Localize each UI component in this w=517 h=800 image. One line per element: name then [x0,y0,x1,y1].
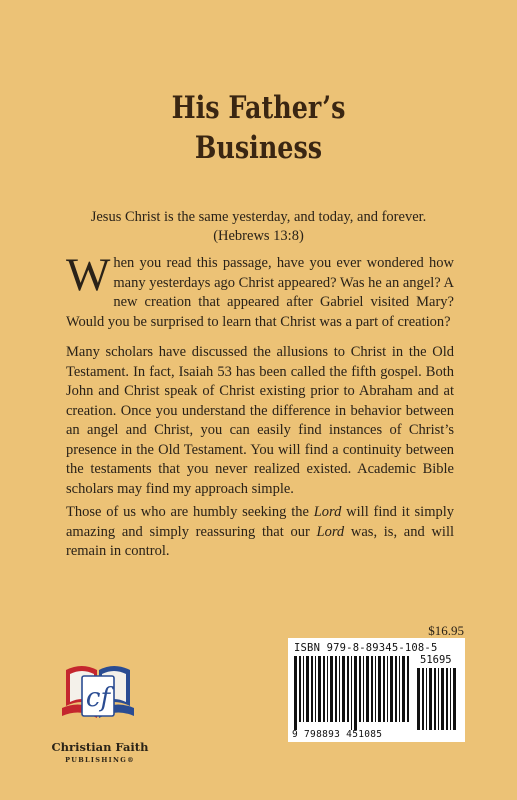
blurb-paragraph-3 [66,503,454,562]
barcode-panel [288,638,465,742]
barcode-bar [330,656,333,722]
barcode-bar [303,656,304,722]
publisher-name: Christian Faith [51,740,149,754]
lord-emphasis-2: Lord [316,523,345,540]
barcode-bar [347,656,349,722]
barcode-bar [402,656,405,722]
barcode-bar [446,668,448,730]
logo-letters: cf [85,683,111,713]
lord-emphasis-1: Lord [313,504,342,520]
barcode-bar [299,656,301,722]
barcode-bar [359,656,361,722]
paragraph-3-part-b: will find it simply amazing and simply reassuring that our [66,504,454,540]
blurb-paragraph-2: Many scholars have discussed the allusions to Christ in the Old Testament. In fact, Isaiah 53 has been called the fifth gospel. Both John and Christ speak of Christ existing prior to Abraham and at creation. Once you understand the difference in behavior between an angel and Christ, you can easily find instances of Christ’s presence in the Old Testament. You will find a continuity between the testaments that you never realized existed. Academic Bible scholars may find my approach simple. [66,344,454,497]
barcode-bar [429,668,432,730]
barcode-bar [417,668,420,730]
book-title [47,88,471,168]
barcode-bar [378,656,381,722]
barcode-bar [426,668,427,730]
isbn-label: ISBN 979-8-89345-108-5 [294,642,438,654]
barcode-bar [339,656,340,722]
title-line-2: Business [194,130,323,166]
barcode-bar [342,656,345,722]
drop-cap: W [66,249,111,301]
epigraph-reference: (Hebrews 13:8) [213,228,304,244]
barcode-bar [335,656,337,722]
barcode-bar [366,656,369,722]
barcode-bar [387,656,388,722]
barcode-bar [351,656,352,730]
barcode-bar [354,656,357,730]
title-line-1: His Father’s [171,90,346,126]
paragraph-1-text: hen you read this passage, have you ever wondered how many yesterdays ago Christ appeared? Was he an angel? A new creation that appeared after Gabriel visited Mary? Would you be surprised to learn that Christ was a part of creation? [66,255,454,330]
barcode-bar [434,668,436,730]
barcode-bar [453,668,456,730]
ean-digits: 9 798893 451085 [292,729,383,740]
barcode-bar [407,656,409,722]
barcode-bar [375,656,376,722]
barcode-bar [306,656,309,722]
barcode-bar [422,668,424,730]
epigraph-quote: Jesus Christ is the same yesterday, and today, and forever. [90,209,427,225]
paragraph-3-part-a: Those of us who are humbly seeking the [66,504,314,520]
blurb-paragraph-1 [66,249,454,332]
barcode-bar [315,656,316,722]
publisher-logo-icon [60,652,136,738]
addon-barcode [417,668,459,730]
barcode-bar [311,656,313,722]
price-label: $16.95 [428,623,464,638]
barcode-bar [327,656,328,722]
barcode-bar [323,656,325,722]
paragraph-3-part-c: was, is, and will remain in control. [66,523,454,559]
barcode-bar [438,668,439,730]
epigraph [0,208,517,246]
ean-barcode [294,656,412,730]
barcode-bar [294,656,297,730]
barcode-bar [383,656,385,722]
barcode-bar [318,656,321,722]
barcode-bar [399,656,400,722]
barcode-bar [441,668,444,730]
publisher-subtitle: PUBLISHING® [65,756,135,764]
addon-code: 51695 [420,654,452,666]
barcode-bar [371,656,373,722]
barcode-bar [390,656,393,722]
barcode-bar [363,656,364,722]
barcode-bar [450,668,451,730]
barcode-bar [395,656,397,722]
